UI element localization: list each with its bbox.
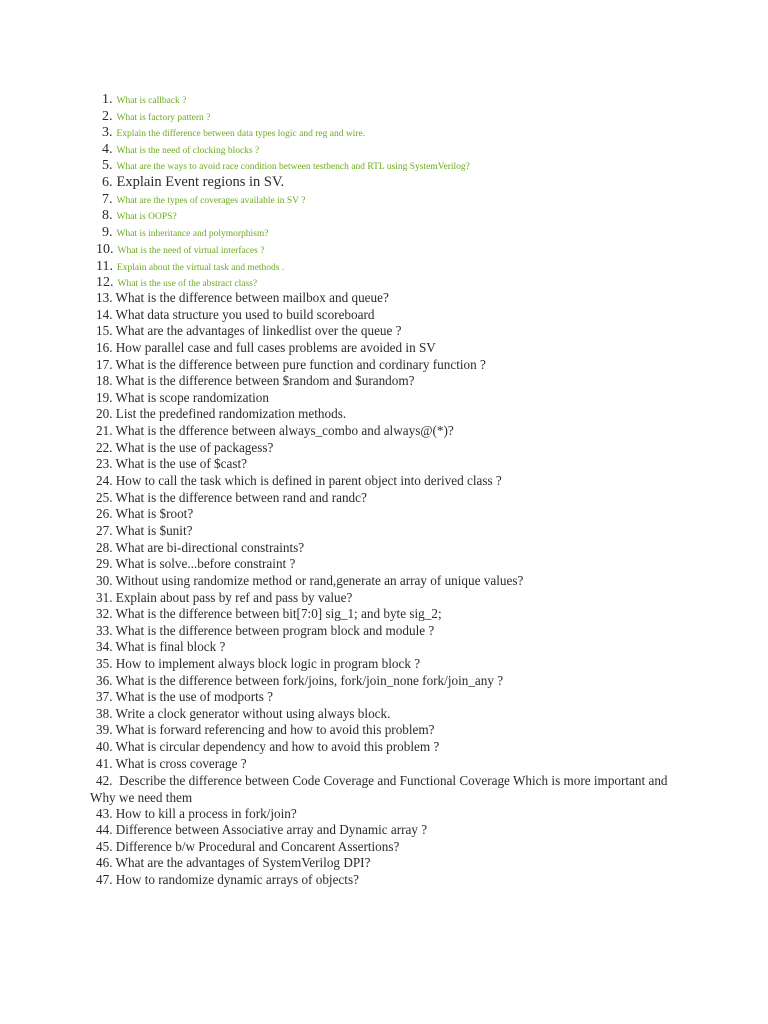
question-text: Difference between Associative array and Dynamic array ? [115,822,428,837]
question-text: Explain Event regions in SV. [116,174,285,190]
list-item [90,206,710,224]
question-link[interactable]: What are the ways to avoid race condition between testbench and RTL using SystemVerilog? [116,162,470,172]
question-text: What are bi-directional constraints? [115,540,305,555]
item-number: 24. [96,473,113,488]
question-text: What is final block ? [115,639,226,654]
question-text: Explain about pass by ref and pass by value? [115,590,353,605]
list-item [90,340,710,356]
item-number: 41. [96,756,113,771]
question-text: How to implement always block logic in program block ? [115,656,421,671]
item-number: 12. [96,275,114,290]
question-text: How to kill a process in fork/join? [115,806,297,821]
item-number: 18. [96,373,113,388]
item-number: 1. [102,92,113,107]
item-number: 44. [96,822,113,837]
item-number: 34. [96,639,113,654]
list-item [90,822,710,838]
list-item [90,273,710,291]
item-number: 3. [102,125,113,140]
item-number: 11. [96,259,113,274]
question-text: How to call the task which is defined in parent object into derived class ? [115,473,502,488]
list-item [90,506,710,522]
item-number: 30. [96,573,113,588]
item-number: 27. [96,523,113,538]
list-item [90,855,710,871]
list-item [90,540,710,556]
item-number: 20. [96,406,113,421]
question-link[interactable]: Explain the difference between data types logic and reg and wire. [116,129,366,139]
item-number: 6. [102,175,113,190]
question-text: What is the difference between program block and module ? [115,623,435,638]
item-number: 19. [96,390,113,405]
item-number: 45. [96,839,113,854]
item-number: 15. [96,323,113,338]
item-number: 7. [102,192,113,207]
list-item [90,473,710,489]
question-text: Write a clock generator without using always block. [115,706,391,721]
list-item [90,872,710,888]
item-number: 32. [96,606,113,621]
question-link[interactable]: What is OOPS? [116,212,177,222]
item-number: 43. [96,806,113,821]
list-item [90,673,710,689]
item-number: 16. [96,340,113,355]
question-text: What is forward referencing and how to avoid this problem? [115,722,435,737]
question-text: What are the advantages of SystemVerilog DPI? [115,855,371,870]
item-number: 31. [96,590,113,605]
list-item [90,307,710,323]
item-number: 2. [102,109,113,124]
list-item [90,623,710,639]
question-text: What is the difference between rand and randc? [115,490,367,505]
question-text: What is the difference between bit[7:0] sig_1; and byte sig_2; [115,606,442,621]
list-item [90,523,710,539]
list-item [90,739,710,755]
list-item [90,456,710,472]
question-text: What is the use of $cast? [115,456,248,471]
list-item [90,440,710,456]
list-item [90,806,710,822]
item-number: 8. [102,208,113,223]
list-item [90,240,710,258]
list-item [90,590,710,606]
item-number: 26. [96,506,113,521]
question-text: What is the dfference between always_combo and always@(*)? [115,423,454,438]
list-item [90,373,710,389]
question-link[interactable]: Explain about the virtual task and methods . [116,263,285,273]
question-text: What is the difference between mailbox and queue? [115,290,389,305]
list-item [90,290,710,306]
item-number: 21. [96,423,113,438]
question-text: Without using randomize method or rand,generate an array of unique values? [115,573,524,588]
question-text: How parallel case and full cases problems are avoided in SV [115,340,436,355]
question-link[interactable]: What is callback ? [116,96,187,106]
list-item [90,173,710,191]
question-link[interactable]: What is factory pattern ? [116,113,211,123]
item-number: 40. [96,739,113,754]
item-number: 38. [96,706,113,721]
item-number: 23. [96,456,113,471]
question-link[interactable]: What is inheritance and polymorphism? [116,229,269,239]
item-number: 42. [96,773,113,788]
list-item [90,390,710,406]
question-text: Difference b/w Procedural and Concarent Assertions? [115,839,400,854]
item-number: 22. [96,440,113,455]
question-link[interactable]: What are the types of coverages available in SV ? [116,196,306,206]
question-text: List the predefined randomization methods. [115,406,347,421]
item-number: 35. [96,656,113,671]
item-number: 33. [96,623,113,638]
item-number: 29. [96,556,113,571]
question-text: How to randomize dynamic arrays of objects? [115,872,359,887]
list-item [90,656,710,672]
question-text: Describe the difference between Code Coverage and Functional Coverage Which is more important and Why we need them [90,773,668,805]
question-text: What data structure you used to build scoreboard [115,307,375,322]
item-number: 47. [96,872,113,887]
question-text: What is circular dependency and how to avoid this problem ? [115,739,440,754]
item-number: 9. [102,225,113,240]
item-number: 4. [102,142,113,157]
list-item [90,606,710,622]
item-number: 5. [102,158,113,173]
list-item [90,490,710,506]
list-item [90,123,710,141]
question-text: What is the use of modports ? [115,689,274,704]
question-text: What is scope randomization [115,390,269,405]
list-item [90,639,710,655]
list-item [90,423,710,439]
item-number: 14. [96,307,113,322]
item-number: 17. [96,357,113,372]
item-number: 36. [96,673,113,688]
list-item [90,772,675,806]
question-text: What is the use of packagess? [115,440,274,455]
question-text: What is cross coverage ? [115,756,247,771]
question-text: What is the difference between fork/joins, fork/join_none fork/join_any ? [115,673,504,688]
question-text: What is the difference between $random and $urandom? [115,373,415,388]
item-number: 25. [96,490,113,505]
question-link[interactable]: What is the need of virtual interfaces ? [117,246,265,256]
question-link[interactable]: What is the use of the abstract class? [117,279,258,289]
question-text: What are the advantages of linkedlist over the queue ? [115,323,402,338]
list-item [90,556,710,572]
list-item [90,90,710,108]
list-item [90,323,710,339]
list-item [90,406,710,422]
item-number: 39. [96,722,113,737]
list-item [90,573,710,589]
item-number: 46. [96,855,113,870]
list-item [90,223,710,241]
list-item [90,706,710,722]
item-number: 37. [96,689,113,704]
list-item [90,689,710,705]
question-text: What is solve...before constraint ? [115,556,296,571]
question-text: What is $unit? [115,523,193,538]
question-link[interactable]: What is the need of clocking blocks ? [116,146,260,156]
list-item [90,839,710,855]
question-text: What is the difference between pure function and cordinary function ? [115,357,486,372]
list-item [90,357,710,373]
list-item [90,756,710,772]
question-text: What is $root? [115,506,194,521]
list-item [90,156,710,174]
item-number: 13. [96,290,113,305]
item-number: 10. [96,242,114,257]
list-item [90,722,710,738]
item-number: 28. [96,540,113,555]
